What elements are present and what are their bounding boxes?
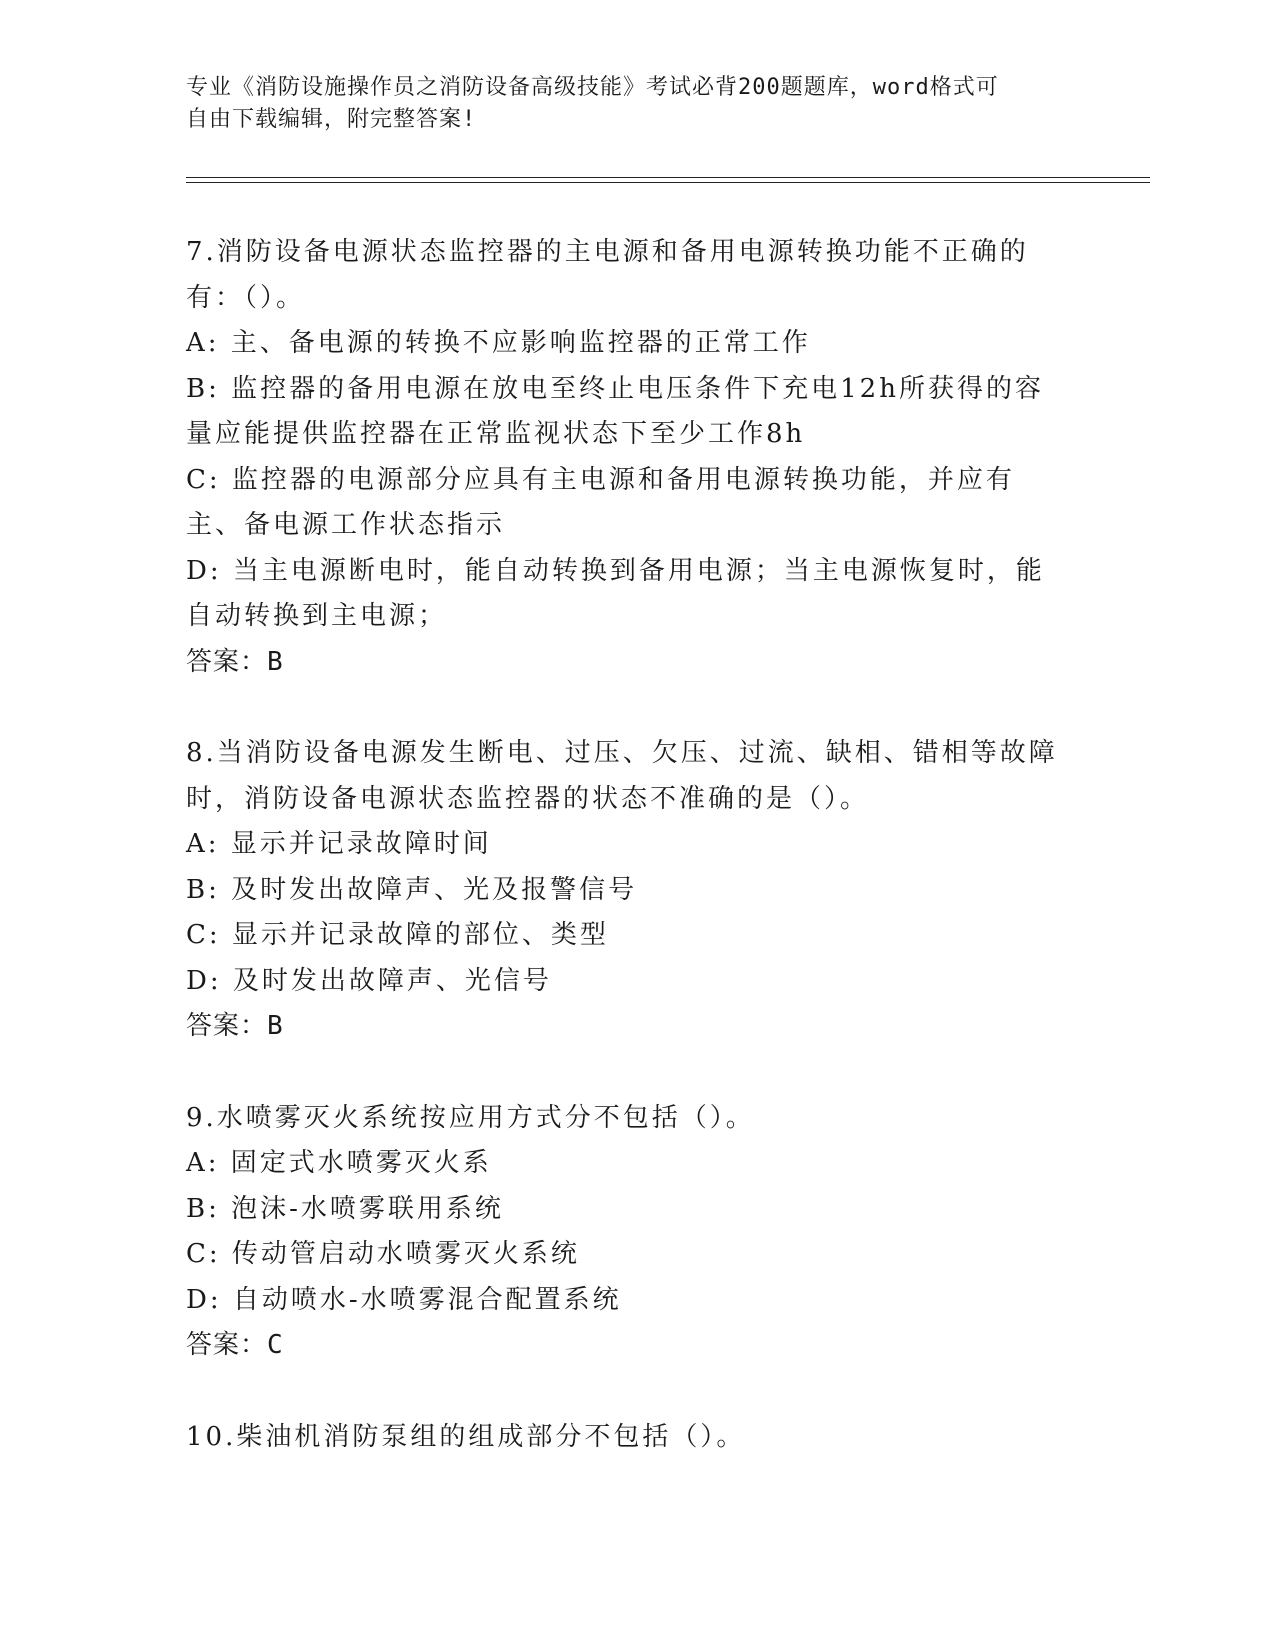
document-header xyxy=(186,72,1066,136)
header-divider-bottom xyxy=(186,182,1150,183)
answer-line: 答案：B xyxy=(186,1011,284,1041)
option-d: D: 自动喷水-水喷雾混合配置系统 xyxy=(186,1284,622,1315)
question-9 xyxy=(186,1096,1066,1369)
option-c: C: 监控器的电源部分应具有主电源和备用电源转换功能，并应有主、备电源工作状态指示 xyxy=(186,464,1015,540)
question-stem: 9.水喷雾灭火系统按应用方式分不包括（）。 xyxy=(186,1102,755,1133)
option-a: A: 主、备电源的转换不应影响监控器的正常工作 xyxy=(186,328,811,358)
option-a: A: 显示并记录故障时间 xyxy=(186,829,492,859)
option-c: C: 显示并记录故障的部位、类型 xyxy=(186,920,609,950)
question-stem: 7.消防设备电源状态监控器的主电源和备用电源转换功能不正确的有：（）。 xyxy=(186,237,1029,313)
option-a: A: 固定式水喷雾灭火系 xyxy=(186,1148,492,1178)
answer-line: 答案：B xyxy=(186,646,284,677)
question-list xyxy=(186,230,1066,1460)
option-c: C: 传动管启动水喷雾灭火系统 xyxy=(186,1239,580,1269)
question-stem: 8.当消防设备电源发生断电、过压、欠压、过流、缺相、错相等故障时，消防设备电源状态监控器的状态不准确的是（）。 xyxy=(186,738,1058,814)
question-8 xyxy=(186,731,1066,1050)
header-line-2: 自由下载编辑，附完整答案! xyxy=(186,107,477,132)
option-b: B: 监控器的备用电源在放电至终止电压条件下充电12h所获得的容量应能提供监控器在正常监视状态下至少工作8h xyxy=(186,373,1044,449)
header-divider-top xyxy=(186,177,1150,178)
answer-line: 答案：C xyxy=(186,1330,284,1360)
question-stem: 10.柴油机消防泵组的组成部分不包括（）。 xyxy=(186,1421,746,1452)
option-d: D: 当主电源断电时，能自动转换到备用电源；当主电源恢复时，能自动转换到主电源； xyxy=(186,555,1045,631)
option-d: D: 及时发出故障声、光信号 xyxy=(186,965,552,996)
question-7 xyxy=(186,230,1066,685)
option-b: B: 及时发出故障声、光及报警信号 xyxy=(186,874,638,905)
header-line-1: 专业《消防设施操作员之消防设备高级技能》考试必背200题题库，word格式可 xyxy=(186,75,999,100)
question-10 xyxy=(186,1415,1066,1461)
option-b: B: 泡沫-水喷雾联用系统 xyxy=(186,1193,504,1224)
